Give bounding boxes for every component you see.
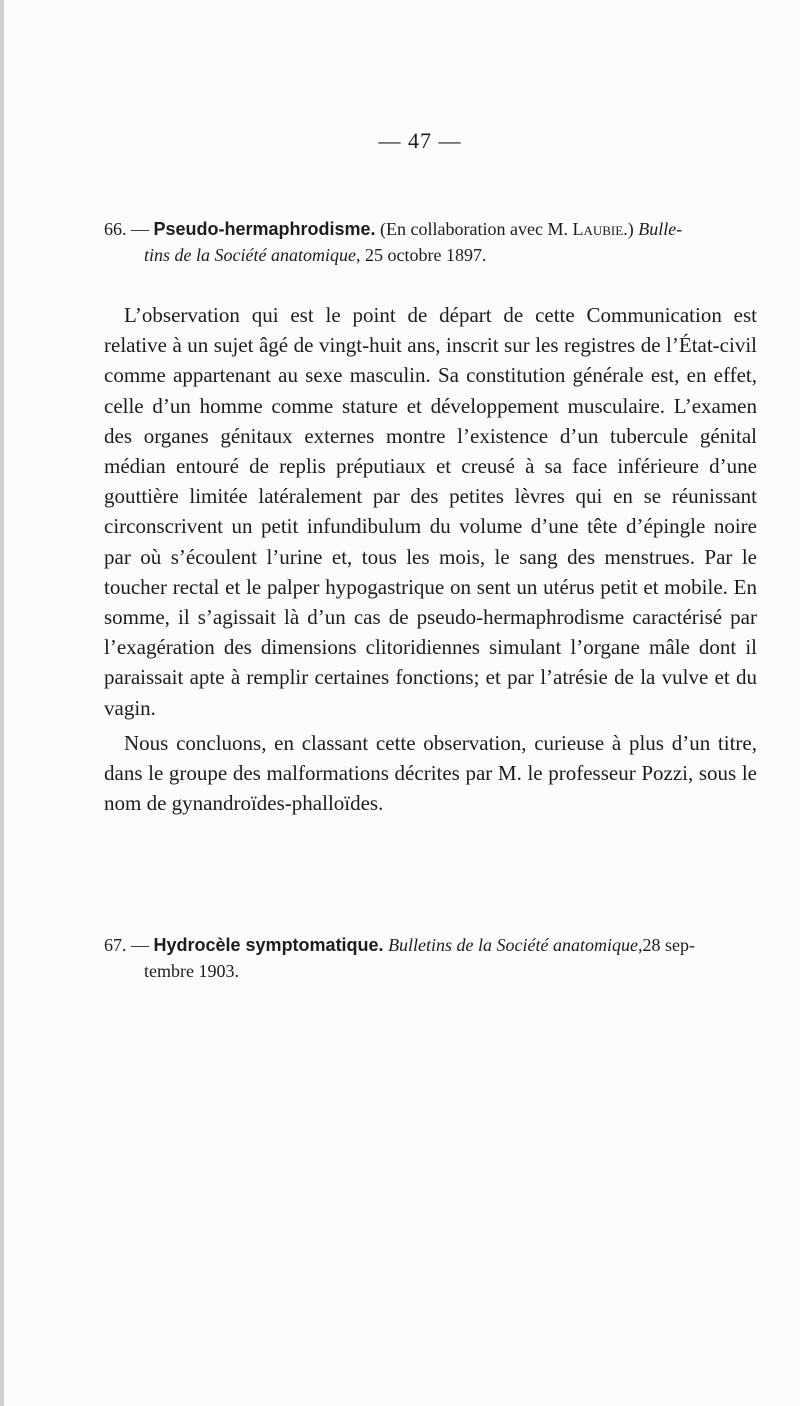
bibliography-entry-67 (104, 932, 756, 984)
entry-source: tins de la Société anatomique, (144, 245, 361, 265)
entry-number: 66. — (104, 219, 149, 239)
entry-source-start: Bulle- (638, 219, 683, 239)
entry-abstract (104, 300, 757, 818)
entry-number: 67. — (104, 935, 149, 955)
page-number: — 47 — (378, 128, 462, 153)
entry-source: Bulletins de la Société anatomique, (388, 935, 643, 955)
bibliography-entry-66 (104, 216, 756, 268)
entry-collaborator-name: Laubie (572, 219, 624, 239)
page-edge (0, 0, 4, 1406)
abstract-paragraph-1: L’observation qui est le point de départ de cette Communication est relative à un sujet âgé de vingt-huit ans, inscrit sur les registres de l’État-civil comme appartenant au sexe masculin. Sa constitution générale est, en effet, celle d’un homme comme stature et développement musculaire. L’examen des organes génitaux externes montre l’existence d’un tubercule génital médian entouré de replis préputiaux et creusé à sa face inférieure d’une gouttière limitée latéralement par des petites lèvres qui en se réunissant circonscrivent un petit infundibulum du volume d’une tête d’épingle noire par où s’écoulent l’urine et, tous les mois, le sang des menstrues. Par le toucher rectal et le palper hypogastrique on sent un utérus petit et mobile. En somme, il s’agissait là d’un cas de pseudo-hermaphrodisme caractérisé par l’exagération des dimensions clitoridiennes simulant l’organe mâle dont il paraissait apte à remplir certaines fonctions; et par l’atrésie de la vulve et du vagin. (104, 303, 757, 720)
entry-date: tembre 1903. (144, 961, 239, 981)
abstract-paragraph-2: Nous concluons, en classant cette observation, curieuse à plus d’un titre, dans le groupe des malformations décrites par M. le professeur Pozzi, sous le nom de gynandroïdes-phalloïdes. (104, 730, 757, 816)
entry-date: 25 octobre 1897. (364, 245, 487, 265)
entry-date-start: 28 sep- (642, 935, 696, 955)
entry-continuation (104, 242, 756, 268)
entry-title: Pseudo-hermaphrodisme. (153, 219, 376, 239)
entry-collaboration-prefix: (En collaboration avec M. (380, 219, 568, 239)
entry-continuation (104, 958, 756, 984)
entry-collaboration-suffix: .) (623, 219, 634, 239)
entry-title: Hydrocèle symptomatique. (153, 935, 384, 955)
